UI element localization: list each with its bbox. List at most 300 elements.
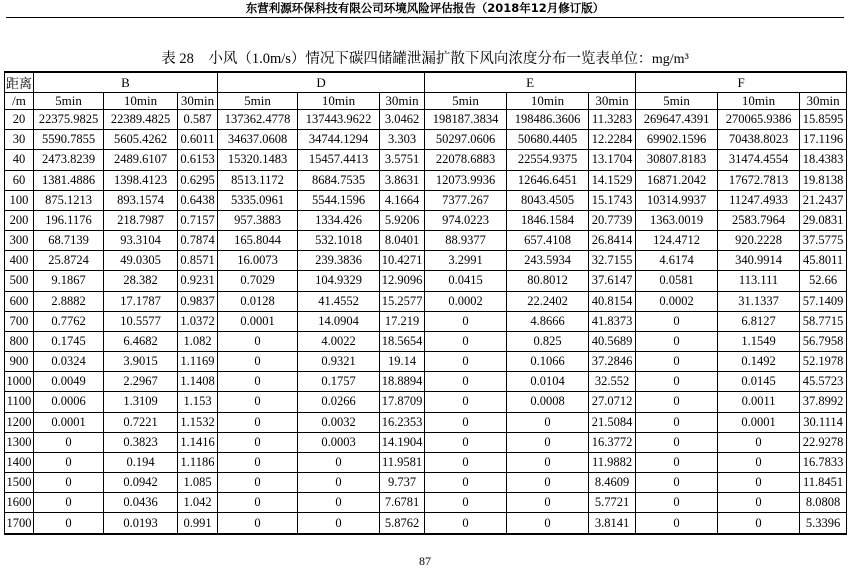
concentration-cell: 0 <box>425 432 507 452</box>
concentration-cell: 0.0193 <box>104 513 178 534</box>
concentration-cell: 21.5084 <box>589 412 636 432</box>
concentration-cell: 2489.6107 <box>104 150 178 170</box>
concentration-cell: 0 <box>34 473 104 493</box>
concentration-cell: 196.1176 <box>34 210 104 230</box>
concentration-cell: 0 <box>218 473 298 493</box>
concentration-cell: 0 <box>218 432 298 452</box>
concentration-cell: 14.1529 <box>589 170 636 190</box>
concentration-cell: 17672.7813 <box>718 170 800 190</box>
header-rule <box>6 17 844 18</box>
concentration-cell: 0.194 <box>104 452 178 472</box>
concentration-cell: 70438.8023 <box>718 130 800 150</box>
concentration-cell: 0.9837 <box>178 291 218 311</box>
concentration-cell: 0 <box>636 331 718 351</box>
unit-label: 单位：mg/m³ <box>609 52 689 67</box>
distance-unit-header: /m <box>5 93 34 110</box>
concentration-cell: 50297.0606 <box>425 130 507 150</box>
distance-cell: 800 <box>5 331 34 351</box>
concentration-cell: 68.7139 <box>34 231 104 251</box>
group-header-row <box>5 72 847 93</box>
concentration-cell: 40.5689 <box>589 331 636 351</box>
concentration-cell: 0.0436 <box>104 493 178 513</box>
concentration-cell: 0.7157 <box>178 210 218 230</box>
concentration-cell: 4.1664 <box>380 190 425 210</box>
concentration-cell: 3.303 <box>380 130 425 150</box>
concentration-cell: 50680.4405 <box>507 130 589 150</box>
concentration-cell: 0.7221 <box>104 412 178 432</box>
time-header-e-30min: 30min <box>589 93 636 110</box>
concentration-cell: 0 <box>425 513 507 534</box>
concentration-cell: 657.4108 <box>507 231 589 251</box>
table-row <box>5 170 847 190</box>
concentration-cell: 16.2353 <box>380 412 425 432</box>
concentration-cell: 0 <box>636 412 718 432</box>
concentration-cell: 1.1169 <box>178 352 218 372</box>
concentration-cell: 0 <box>425 352 507 372</box>
concentration-cell: 0.0008 <box>507 392 589 412</box>
concentration-cell: 0.6011 <box>178 130 218 150</box>
concentration-cell: 12646.6451 <box>507 170 589 190</box>
concentration-cell: 6.4682 <box>104 331 178 351</box>
concentration-cell: 11.8451 <box>800 473 847 493</box>
time-header-b-5min: 5min <box>34 93 104 110</box>
concentration-cell: 17.1787 <box>104 291 178 311</box>
distance-cell: 1600 <box>5 493 34 513</box>
concentration-cell: 37.6147 <box>589 271 636 291</box>
concentration-cell: 0 <box>298 513 380 534</box>
concentration-cell: 165.8044 <box>218 231 298 251</box>
concentration-cell: 1.1186 <box>178 452 218 472</box>
concentration-cell: 28.382 <box>104 271 178 291</box>
concentration-cell: 37.5775 <box>800 231 847 251</box>
group-header-d: D <box>218 72 425 93</box>
concentration-cell: 0.1745 <box>34 331 104 351</box>
concentration-cell: 69902.1596 <box>636 130 718 150</box>
concentration-cell: 137443.9622 <box>298 110 380 130</box>
table-row <box>5 210 847 230</box>
concentration-cell: 15.1743 <box>589 190 636 210</box>
time-header-row <box>5 93 847 110</box>
concentration-cell: 17.8709 <box>380 392 425 412</box>
distance-cell: 300 <box>5 231 34 251</box>
concentration-cell: 0 <box>218 331 298 351</box>
time-header-b-30min: 30min <box>178 93 218 110</box>
concentration-cell: 0.0145 <box>718 372 800 392</box>
distance-cell: 20 <box>5 110 34 130</box>
concentration-cell: 52.1978 <box>800 352 847 372</box>
concentration-cell: 875.1213 <box>34 190 104 210</box>
concentration-cell: 27.0712 <box>589 392 636 412</box>
concentration-cell: 58.7715 <box>800 311 847 331</box>
concentration-cell: 8.0808 <box>800 493 847 513</box>
concentration-cell: 0 <box>218 412 298 432</box>
distance-cell: 60 <box>5 170 34 190</box>
concentration-cell: 137362.4778 <box>218 110 298 130</box>
concentration-cell: 532.1018 <box>298 231 380 251</box>
concentration-cell: 15457.4413 <box>298 150 380 170</box>
table-row <box>5 392 847 412</box>
concentration-cell: 6.8127 <box>718 311 800 331</box>
concentration-cell: 0.9321 <box>298 352 380 372</box>
table-row <box>5 452 847 472</box>
concentration-cell: 198486.3606 <box>507 110 589 130</box>
concentration-cell: 0.1492 <box>718 352 800 372</box>
concentration-table <box>4 71 847 535</box>
concentration-cell: 0.0049 <box>34 372 104 392</box>
concentration-cell: 0 <box>298 493 380 513</box>
concentration-cell: 0.7029 <box>218 271 298 291</box>
concentration-cell: 0 <box>218 392 298 412</box>
concentration-cell: 0 <box>718 513 800 534</box>
concentration-cell: 0.6153 <box>178 150 218 170</box>
concentration-cell: 0 <box>636 452 718 472</box>
concentration-cell: 8043.4505 <box>507 190 589 210</box>
table-row <box>5 251 847 271</box>
table-row <box>5 412 847 432</box>
concentration-cell: 4.0022 <box>298 331 380 351</box>
concentration-cell: 0.0104 <box>507 372 589 392</box>
concentration-cell: 1.153 <box>178 392 218 412</box>
table-head <box>5 72 847 110</box>
concentration-cell: 0 <box>218 513 298 534</box>
concentration-cell: 340.9914 <box>718 251 800 271</box>
table-row <box>5 513 847 534</box>
concentration-cell: 32.552 <box>589 372 636 392</box>
concentration-cell: 0.0006 <box>34 392 104 412</box>
concentration-cell: 0.0324 <box>34 352 104 372</box>
concentration-cell: 198187.3834 <box>425 110 507 130</box>
distance-cell: 900 <box>5 352 34 372</box>
concentration-cell: 13.1704 <box>589 150 636 170</box>
concentration-cell: 0 <box>507 412 589 432</box>
concentration-cell: 7.6781 <box>380 493 425 513</box>
group-header-f: F <box>636 72 847 93</box>
concentration-cell: 0 <box>636 311 718 331</box>
concentration-cell: 1846.1584 <box>507 210 589 230</box>
concentration-cell: 0 <box>425 412 507 432</box>
concentration-cell: 0 <box>507 513 589 534</box>
concentration-cell: 0 <box>636 352 718 372</box>
time-header-d-5min: 5min <box>218 93 298 110</box>
concentration-cell: 31474.4554 <box>718 150 800 170</box>
table-title <box>0 50 850 69</box>
concentration-cell: 15.2577 <box>380 291 425 311</box>
concentration-cell: 0.3823 <box>104 432 178 452</box>
concentration-cell: 16.7833 <box>800 452 847 472</box>
concentration-cell: 49.0305 <box>104 251 178 271</box>
concentration-cell: 0 <box>218 372 298 392</box>
concentration-cell: 1.042 <box>178 493 218 513</box>
concentration-cell: 0.0415 <box>425 271 507 291</box>
concentration-cell: 14.0904 <box>298 311 380 331</box>
concentration-cell: 0 <box>636 372 718 392</box>
concentration-cell: 243.5934 <box>507 251 589 271</box>
concentration-cell: 0 <box>425 452 507 472</box>
concentration-cell: 11247.4933 <box>718 190 800 210</box>
concentration-cell: 0 <box>507 493 589 513</box>
concentration-cell: 16.3772 <box>589 432 636 452</box>
concentration-cell: 0.0266 <box>298 392 380 412</box>
concentration-cell: 19.14 <box>380 352 425 372</box>
concentration-cell: 0.0011 <box>718 392 800 412</box>
concentration-cell: 5.3396 <box>800 513 847 534</box>
concentration-cell: 22.9278 <box>800 432 847 452</box>
concentration-cell: 920.2228 <box>718 231 800 251</box>
concentration-cell: 22554.9375 <box>507 150 589 170</box>
concentration-cell: 37.2846 <box>589 352 636 372</box>
concentration-cell: 22375.9825 <box>34 110 104 130</box>
concentration-cell: 22078.6883 <box>425 150 507 170</box>
table-row <box>5 372 847 392</box>
concentration-cell: 3.5751 <box>380 150 425 170</box>
concentration-cell: 3.8631 <box>380 170 425 190</box>
concentration-cell: 270065.9386 <box>718 110 800 130</box>
concentration-cell: 218.7987 <box>104 210 178 230</box>
concentration-cell: 0 <box>425 392 507 412</box>
concentration-cell: 0 <box>298 473 380 493</box>
concentration-cell: 1363.0019 <box>636 210 718 230</box>
distance-cell: 200 <box>5 210 34 230</box>
concentration-cell: 0 <box>636 473 718 493</box>
concentration-cell: 0.0001 <box>34 412 104 432</box>
concentration-cell: 9.737 <box>380 473 425 493</box>
time-header-f-30min: 30min <box>800 93 847 110</box>
time-header-f-10min: 10min <box>718 93 800 110</box>
table-title-text: 表 28 小风（1.0m/s）情况下碳四储罐泄漏扩散下风向浓度分布一览表 <box>161 51 610 67</box>
table-row <box>5 432 847 452</box>
concentration-cell: 957.3883 <box>218 210 298 230</box>
time-header-e-5min: 5min <box>425 93 507 110</box>
distance-cell: 1700 <box>5 513 34 534</box>
concentration-cell: 1381.4886 <box>34 170 104 190</box>
concentration-cell: 52.66 <box>800 271 847 291</box>
concentration-cell: 0.7874 <box>178 231 218 251</box>
table-row <box>5 150 847 170</box>
concentration-cell: 12.9096 <box>380 271 425 291</box>
table-body <box>5 110 847 535</box>
table-row <box>5 130 847 150</box>
concentration-cell: 17.219 <box>380 311 425 331</box>
concentration-cell: 45.5723 <box>800 372 847 392</box>
concentration-cell: 32.7155 <box>589 251 636 271</box>
concentration-cell: 1334.426 <box>298 210 380 230</box>
concentration-cell: 5335.0961 <box>218 190 298 210</box>
page-number: 87 <box>419 554 431 568</box>
concentration-cell: 2473.8239 <box>34 150 104 170</box>
table-row <box>5 190 847 210</box>
table-row <box>5 473 847 493</box>
distance-cell: 1100 <box>5 392 34 412</box>
concentration-cell: 45.8011 <box>800 251 847 271</box>
concentration-cell: 0.0001 <box>718 412 800 432</box>
concentration-cell: 0.0032 <box>298 412 380 432</box>
concentration-cell: 19.8138 <box>800 170 847 190</box>
concentration-cell: 0 <box>425 311 507 331</box>
concentration-cell: 0.9231 <box>178 271 218 291</box>
concentration-cell: 3.0462 <box>380 110 425 130</box>
concentration-cell: 0.0002 <box>425 291 507 311</box>
concentration-cell: 269647.4391 <box>636 110 718 130</box>
time-header-b-10min: 10min <box>104 93 178 110</box>
concentration-cell: 4.6174 <box>636 251 718 271</box>
concentration-cell: 0 <box>507 432 589 452</box>
concentration-cell: 0 <box>718 432 800 452</box>
concentration-cell: 30.1114 <box>800 412 847 432</box>
distance-cell: 1500 <box>5 473 34 493</box>
concentration-cell: 11.3283 <box>589 110 636 130</box>
concentration-cell: 893.1574 <box>104 190 178 210</box>
distance-cell: 400 <box>5 251 34 271</box>
table-row <box>5 291 847 311</box>
concentration-cell: 5605.4262 <box>104 130 178 150</box>
concentration-cell: 34637.0608 <box>218 130 298 150</box>
concentration-cell: 0 <box>636 493 718 513</box>
concentration-cell: 5.9206 <box>380 210 425 230</box>
concentration-cell: 0 <box>636 513 718 534</box>
distance-cell: 1000 <box>5 372 34 392</box>
concentration-cell: 113.111 <box>718 271 800 291</box>
concentration-cell: 239.3836 <box>298 251 380 271</box>
concentration-cell: 0.0002 <box>636 291 718 311</box>
concentration-cell: 0.0581 <box>636 271 718 291</box>
concentration-cell: 1398.4123 <box>104 170 178 190</box>
concentration-cell: 3.8141 <box>589 513 636 534</box>
time-header-d-10min: 10min <box>298 93 380 110</box>
concentration-cell: 3.9015 <box>104 352 178 372</box>
concentration-cell: 26.8414 <box>589 231 636 251</box>
concentration-cell: 5590.7855 <box>34 130 104 150</box>
concentration-cell: 0.1757 <box>298 372 380 392</box>
concentration-cell: 0 <box>636 432 718 452</box>
concentration-cell: 0 <box>34 513 104 534</box>
concentration-cell: 22389.4825 <box>104 110 178 130</box>
concentration-cell: 0 <box>425 372 507 392</box>
distance-header: 距离 <box>5 72 34 93</box>
concentration-cell: 0.1066 <box>507 352 589 372</box>
concentration-cell: 1.3109 <box>104 392 178 412</box>
concentration-cell: 22.2402 <box>507 291 589 311</box>
table-row <box>5 493 847 513</box>
concentration-cell: 18.8894 <box>380 372 425 392</box>
concentration-cell: 1.1408 <box>178 372 218 392</box>
concentration-cell: 12073.9936 <box>425 170 507 190</box>
concentration-cell: 7377.267 <box>425 190 507 210</box>
concentration-cell: 0 <box>718 452 800 472</box>
distance-cell: 1300 <box>5 432 34 452</box>
concentration-cell: 93.3104 <box>104 231 178 251</box>
concentration-cell: 1.085 <box>178 473 218 493</box>
concentration-cell: 80.8012 <box>507 271 589 291</box>
concentration-cell: 1.1532 <box>178 412 218 432</box>
distance-cell: 700 <box>5 311 34 331</box>
group-header-e: E <box>425 72 636 93</box>
distance-cell: 1400 <box>5 452 34 472</box>
concentration-cell: 25.8724 <box>34 251 104 271</box>
time-header-e-10min: 10min <box>507 93 589 110</box>
concentration-cell: 0 <box>425 473 507 493</box>
concentration-cell: 1.082 <box>178 331 218 351</box>
concentration-cell: 124.4712 <box>636 231 718 251</box>
concentration-cell: 0 <box>718 473 800 493</box>
concentration-cell: 0 <box>34 493 104 513</box>
concentration-cell: 8513.1172 <box>218 170 298 190</box>
concentration-cell: 9.1867 <box>34 271 104 291</box>
concentration-cell: 34744.1294 <box>298 130 380 150</box>
concentration-cell: 15320.1483 <box>218 150 298 170</box>
concentration-cell: 2.2967 <box>104 372 178 392</box>
distance-cell: 30 <box>5 130 34 150</box>
concentration-cell: 0.587 <box>178 110 218 130</box>
concentration-cell: 1.1416 <box>178 432 218 452</box>
concentration-cell: 41.4552 <box>298 291 380 311</box>
concentration-cell: 30807.8183 <box>636 150 718 170</box>
concentration-cell: 5.7721 <box>589 493 636 513</box>
concentration-cell: 10.4271 <box>380 251 425 271</box>
distance-cell: 100 <box>5 190 34 210</box>
concentration-cell: 0 <box>425 331 507 351</box>
concentration-cell: 56.7958 <box>800 331 847 351</box>
concentration-cell: 0.825 <box>507 331 589 351</box>
table-row <box>5 311 847 331</box>
distance-cell: 40 <box>5 150 34 170</box>
concentration-cell: 0.991 <box>178 513 218 534</box>
concentration-cell: 40.8154 <box>589 291 636 311</box>
table-row <box>5 271 847 291</box>
concentration-cell: 2583.7964 <box>718 210 800 230</box>
group-header-b: B <box>34 72 218 93</box>
concentration-cell: 0.6438 <box>178 190 218 210</box>
concentration-cell: 0.0001 <box>218 311 298 331</box>
concentration-cell: 29.0831 <box>800 210 847 230</box>
table-row <box>5 231 847 251</box>
concentration-cell: 37.8992 <box>800 392 847 412</box>
concentration-cell: 15.8595 <box>800 110 847 130</box>
concentration-cell: 0 <box>218 352 298 372</box>
distance-cell: 1200 <box>5 412 34 432</box>
concentration-cell: 0 <box>218 493 298 513</box>
concentration-cell: 0 <box>507 452 589 472</box>
concentration-cell: 12.2284 <box>589 130 636 150</box>
time-header-f-5min: 5min <box>636 93 718 110</box>
concentration-cell: 11.9882 <box>589 452 636 472</box>
concentration-cell: 5.8762 <box>380 513 425 534</box>
concentration-cell: 0.0128 <box>218 291 298 311</box>
concentration-cell: 0 <box>718 493 800 513</box>
concentration-cell: 3.2991 <box>425 251 507 271</box>
concentration-cell: 16.0073 <box>218 251 298 271</box>
concentration-cell: 14.1904 <box>380 432 425 452</box>
concentration-cell: 11.9581 <box>380 452 425 472</box>
concentration-cell: 1.1549 <box>718 331 800 351</box>
table-row <box>5 331 847 351</box>
concentration-cell: 0.0942 <box>104 473 178 493</box>
concentration-cell: 10.5577 <box>104 311 178 331</box>
concentration-cell: 0.0003 <box>298 432 380 452</box>
distance-cell: 500 <box>5 271 34 291</box>
concentration-cell: 10314.9937 <box>636 190 718 210</box>
concentration-cell: 0 <box>507 473 589 493</box>
concentration-cell: 17.1196 <box>800 130 847 150</box>
concentration-cell: 41.8373 <box>589 311 636 331</box>
concentration-cell: 18.4383 <box>800 150 847 170</box>
concentration-cell: 8.4609 <box>589 473 636 493</box>
distance-cell: 600 <box>5 291 34 311</box>
concentration-cell: 1.0372 <box>178 311 218 331</box>
concentration-cell: 31.1337 <box>718 291 800 311</box>
concentration-cell: 5544.1596 <box>298 190 380 210</box>
concentration-cell: 8.0401 <box>380 231 425 251</box>
concentration-cell: 8684.7535 <box>298 170 380 190</box>
